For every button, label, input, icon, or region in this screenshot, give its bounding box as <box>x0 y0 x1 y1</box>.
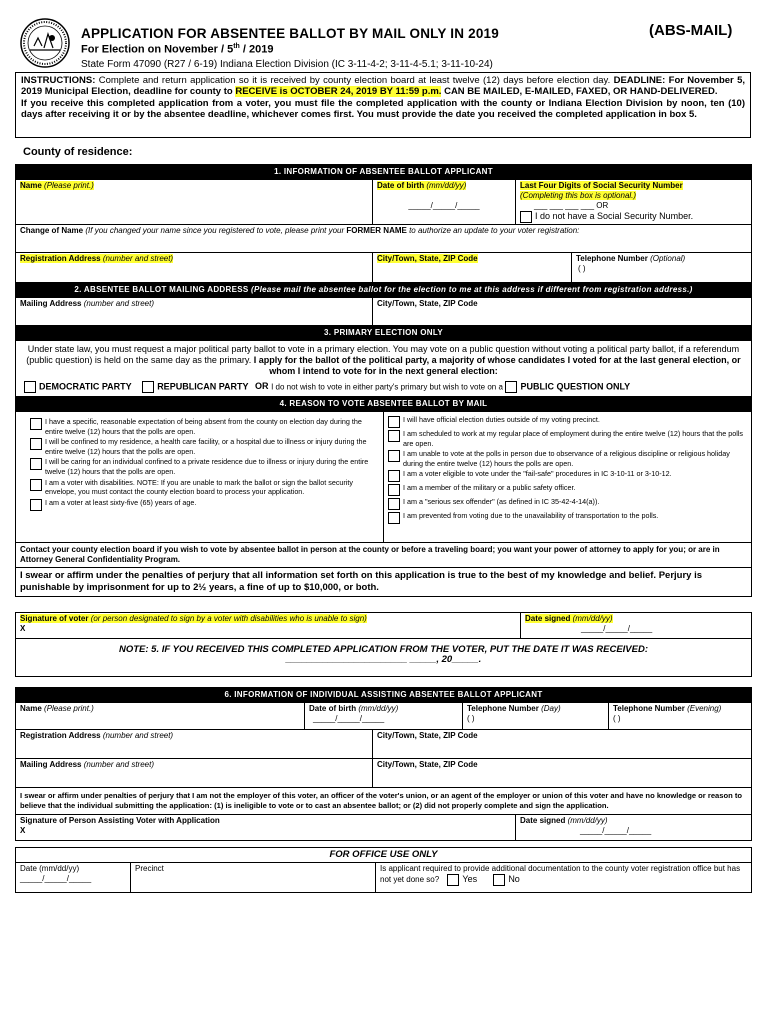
instructions-box: INSTRUCTIONS: Complete and return application so it is received by county election board at least twelve (12) days before election day. DEADLINE: For November 5, 2019 Municipal Election, deadline for county to RECEIVE is OCTOBER 24, 2019 BY 11:59 p.m. CAN BE MAILED, E-MAILED, FAXED, OR HAND-DELIVERED. If you receive this completed application from a voter, you must file the completed application with the county or Indiana Election Division by noon, ten (10) days after receiving it or by the absentee deadline, whichever comes first. You must provide the date you received the completed application in box 5. <box>15 72 751 138</box>
section-5-received-date[interactable]: NOTE: 5. IF YOU RECEIVED THIS COMPLETED APPLICATION FROM THE VOTER, PUT THE DATE IT WAS RECEIVED: _______________________ _____, 20_____. <box>16 639 752 677</box>
reason-age: I am a voter at least sixty-five (65) years of age. <box>30 498 379 511</box>
signature-table <box>15 612 752 677</box>
assistant-registration-address-field[interactable]: Registration Address (number and street) <box>16 730 373 759</box>
reason-election-duties: I will have official election duties outside of my voting precinct. <box>388 415 747 428</box>
form-title: APPLICATION FOR ABSENTEE BALLOT BY MAIL ONLY IN 2019 <box>81 26 499 41</box>
section-4-header: 4. REASON TO VOTE ABSENTEE BALLOT BY MAIL <box>16 397 752 412</box>
reason-fail-safe: I am a voter eligible to vote under the "fail-safe" procedures in IC 3-10-11 or 3-10-12. <box>388 469 747 482</box>
applicant-dob-field[interactable]: Date of birth (mm/dd/yy) _____/_____/_____ <box>373 180 516 225</box>
assistant-day-phone-field[interactable]: Telephone Number (Day) ( ) <box>463 703 609 730</box>
assistant-mailing-address-field[interactable]: Mailing Address (number and street) <box>16 759 373 788</box>
reasons-right-column <box>384 412 752 543</box>
office-use-header: FOR OFFICE USE ONLY <box>16 848 752 863</box>
section-2-header: 2. ABSENTEE BALLOT MAILING ADDRESS (Please mail the absentee ballot for the election to me at this address if different from registration address.) <box>16 283 752 298</box>
primary-election-text: Under state law, you must request a major political party ballot to vote in a primary election. You may vote on a public question without voting a political party ballot, if a referendum (public question) is held on the same day as the primary. I apply for the ballot of the political party, a majority of whose candidates I voted for at the last general election, or whom I intend to vote for in the next general election: DEMOCRATIC PARTY REPUBLICAN PARTY OR I do not wish to vote in either party's primary but wish to vote on a PUBLIC QUESTION ONLY <box>16 341 752 397</box>
republican-party-checkbox[interactable] <box>142 381 154 393</box>
section-3-header: 3. PRIMARY ELECTION ONLY <box>16 326 752 341</box>
perjury-statement: I swear or affirm under the penalties of perjury that all information set forth on this application is true to the best of my knowledge and belief. Perjury is punishable by imprisonment for up to 2½ years, a fine of up to $10,000, or both. <box>16 568 752 597</box>
applicant-name-field[interactable]: Name (Please print.) <box>16 180 373 225</box>
public-question-checkbox[interactable] <box>505 381 517 393</box>
contact-note: Contact your county election board if you wish to vote by absentee ballot in person at the county or before a traveling board; you want your power of attorney to apply for you; or are in Attorney General Confidentiality Program. <box>16 543 752 568</box>
democratic-party-checkbox[interactable] <box>24 381 36 393</box>
office-precinct-field[interactable]: Precinct <box>131 863 376 893</box>
state-form-line: State Form 47090 (R27 / 6-19) Indiana Election Division (IC 3-11-4-2; 3-11-4-5.1; 3-11-10-24) <box>81 59 493 70</box>
reasons-left-column <box>16 412 384 543</box>
section-6-table <box>15 687 752 841</box>
change-of-name-field[interactable]: Change of Name (If you changed your name since you registered to vote, please print your FORMER NAME to authorize an update to your voter registration: <box>16 225 752 253</box>
form-code: (ABS-MAIL) <box>649 22 733 39</box>
reason-caring: I will be caring for an individual confined to a private residence due to illness or injury during the entire twelve (12) hours that the polls are open. <box>30 457 379 476</box>
section-1-2-table <box>15 164 752 326</box>
assistant-name-field[interactable]: Name (Please print.) <box>16 703 305 730</box>
reason-absent: I have a specific, reasonable expectation of being absent from the county on election day during the entire twelve (12) hours that the polls are open. <box>30 417 379 436</box>
registration-address-field[interactable]: Registration Address (number and street) <box>16 253 373 283</box>
reason-military: I am a member of the military or a public safety officer. <box>388 483 747 496</box>
mailing-city-field[interactable]: City/Town, State, ZIP Code <box>373 298 752 326</box>
ssn-field[interactable]: Last Four Digits of Social Security Number (Completing this box is optional.) ___ ___ ___ ___ OR I do not have a Social Security Number. <box>516 180 752 225</box>
section-1-header: 1. INFORMATION OF ABSENTEE BALLOT APPLICANT <box>16 165 752 180</box>
assistant-evening-phone-field[interactable]: Telephone Number (Evening) ( ) <box>609 703 752 730</box>
reason-disabilities: I am a voter with disabilities. NOTE: If you are unable to mark the ballot or sign the ballot security envelope, you must contact the county election board to process your application. <box>30 478 379 497</box>
assistant-mailing-city-field[interactable]: City/Town, State, ZIP Code <box>373 759 752 788</box>
reason-work: I am scheduled to work at my regular place of employment during the entire twelve (12) hours that the polls are open. <box>388 429 747 448</box>
office-yes-checkbox[interactable] <box>447 874 459 886</box>
section-6-header: 6. INFORMATION OF INDIVIDUAL ASSISTING ABSENTEE BALLOT APPLICANT <box>16 688 752 703</box>
deadline-highlight: RECEIVE is OCTOBER 24, 2019 BY 11:59 p.m. <box>235 86 442 98</box>
assistant-date-signed-field[interactable]: Date signed (mm/dd/yy) _____/_____/_____ <box>516 815 752 841</box>
no-ssn-checkbox[interactable] <box>520 211 532 223</box>
office-use-table <box>15 847 752 893</box>
reason-sex-offender: I am a "serious sex offender" (as defined in IC 35-42-4-14(a)). <box>388 497 747 510</box>
county-of-residence-label: County of residence: <box>23 146 133 158</box>
assistant-signature-field[interactable]: Signature of Person Assisting Voter with Application X <box>16 815 516 841</box>
election-subtitle: For Election on November / 5th / 2019 <box>81 43 274 56</box>
office-documentation-question: Is applicant required to provide additional documentation to the county voter registration office but has not yet done so? Yes No <box>376 863 752 893</box>
office-date-field[interactable]: Date (mm/dd/yy) _____/_____/_____ <box>16 863 131 893</box>
office-no-checkbox[interactable] <box>493 874 505 886</box>
assistant-oath: I swear or affirm under penalties of perjury that I am not the employer of this voter, an officer of the voter's union, or an agent of the employer or union of this voter and have no knowledge or reason to believe that the individual submitting the application: (1) is ineligible to vote or to cast an absentee ballot; or (2) did not properly complete and sign the application. <box>16 788 752 815</box>
reason-confined: I will be confined to my residence, a health care facility, or a hospital due to illness or injury during the entire twelve (12) hours that the polls are open. <box>30 437 379 456</box>
voter-signature-field[interactable]: Signature of voter (or person designated to sign by a voter with disabilities who is unable to sign) X <box>16 613 521 639</box>
indiana-state-seal <box>20 18 70 68</box>
registration-city-field[interactable]: City/Town, State, ZIP Code <box>373 253 572 283</box>
voter-date-signed-field[interactable]: Date signed (mm/dd/yy) _____/_____/_____ <box>521 613 752 639</box>
section-3-4-table <box>15 325 752 597</box>
assistant-registration-city-field[interactable]: City/Town, State, ZIP Code <box>373 730 752 759</box>
mailing-address-field[interactable]: Mailing Address (number and street) <box>16 298 373 326</box>
reason-transportation: I am prevented from voting due to the unavailability of transportation to the polls. <box>388 511 747 524</box>
assistant-dob-field[interactable]: Date of birth (mm/dd/yy) _____/_____/_____ <box>305 703 463 730</box>
reason-religious: I am unable to vote at the polls in person due to observance of a religious discipline or religious holiday during the entire twelve (12) hours the polls are open. <box>388 449 747 468</box>
applicant-phone-field[interactable]: Telephone Number (Optional) ( ) <box>572 253 752 283</box>
